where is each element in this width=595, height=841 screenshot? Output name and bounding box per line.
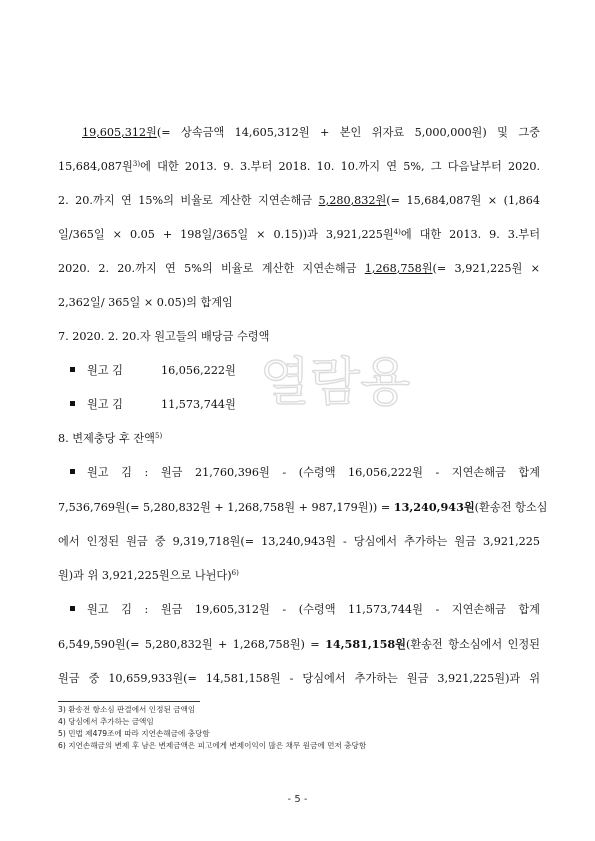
section8-item2-line3: 원금 중 10,659,933원(= 14,581,158원 - 당심에서 추가하는 원금 3,921,225원)과 위 [58,672,540,685]
page-number: - 5 - [287,794,308,805]
para1-line5: 2020. 2. 20.까지 연 5%의 비율로 계산한 지연손해금 1,268,758원(= 3,921,225원 × [58,262,540,275]
bullet-square-icon [70,469,75,474]
section8-item1-line4: 원)과 위 3,921,225원으로 나뉜다)$^{6)}$ [58,569,239,582]
section7-row-2: 원고 김 11,573,744원 [58,388,540,422]
para1-line3: 2. 20.까지 연 15%의 비율로 계산한 지연손해금 5,280,832원(= 15,684,087원 × (1,864 [58,194,540,207]
footnote-4: 4) 당심에서 추가하는 금액임 [58,717,154,726]
section8-item1-line1: 원고 김 : 원금 21,760,396원 - (수령액 16,056,222원 - 지연손해금 합계 [58,456,540,490]
section8-heading: 8. 변제충당 후 잔액$^{5)}$ [58,432,163,445]
section7-row-1: 원고 김 16,056,222원 [58,354,540,388]
footnote-divider [58,701,200,702]
section8-item2-line2: 6,549,590원(= 5,280,832원 + 1,268,758원) = 14,581,158원(환송전 항소심에서 인정된 [58,637,540,651]
footnote-3: 3) 환송전 항소심 판결에서 인정된 금액임 [58,705,196,714]
footnote-5: 5) 민법 제479조에 따라 지연손해금에 충당함 [58,729,210,738]
para1-line1: 19,605,312원(= 상속금액 14,605,312원 + 본인 위자료 5,000,000원) 및 그중 [82,126,540,139]
bullet-square-icon [70,401,75,406]
bullet-square-icon [70,367,75,372]
para1-line6: 2,362일/ 365일 × 0.05)의 합계임 [58,296,233,309]
footnote-6: 6) 지연손해금의 변제 후 남은 변제금액은 피고에게 변제이익이 많은 채무 원금에 먼저 충당함 [58,741,367,750]
svg-text:열람용: 열람용 [259,353,411,413]
section7-heading: 7. 2020. 2. 20.자 원고들의 배당금 수령액 [58,330,270,343]
para1-line4: 일/365일 × 0.05 + 198일/365일 × 0.15))과 3,921,225원$^{4)}$에 대한 2013. 9. 3.부터 [58,228,540,241]
document-body [58,116,548,696]
para1-line2: 15,684,087원$^{3)}$에 대한 2013. 9. 3.부터 2018. 10. 10.까지 연 5%, 그 다음날부터 2020. [58,160,540,173]
footnotes [58,704,366,752]
section8-item2-line1: 원고 김 : 원금 19,605,312원 - (수령액 11,573,744원 - 지연손해금 합계 [58,593,540,627]
bullet-square-icon [70,606,75,611]
section8-item1-line3: 에서 인정된 원금 중 9,319,718원(= 13,240,943원 - 당심에서 추가하는 원금 3,921,225 [58,535,540,548]
section8-item1-line2: 7,536,769원(= 5,280,832원 + 1,268,758원 + 987,179원)) = 13,240,943원(환송전 항소심 [58,500,548,514]
